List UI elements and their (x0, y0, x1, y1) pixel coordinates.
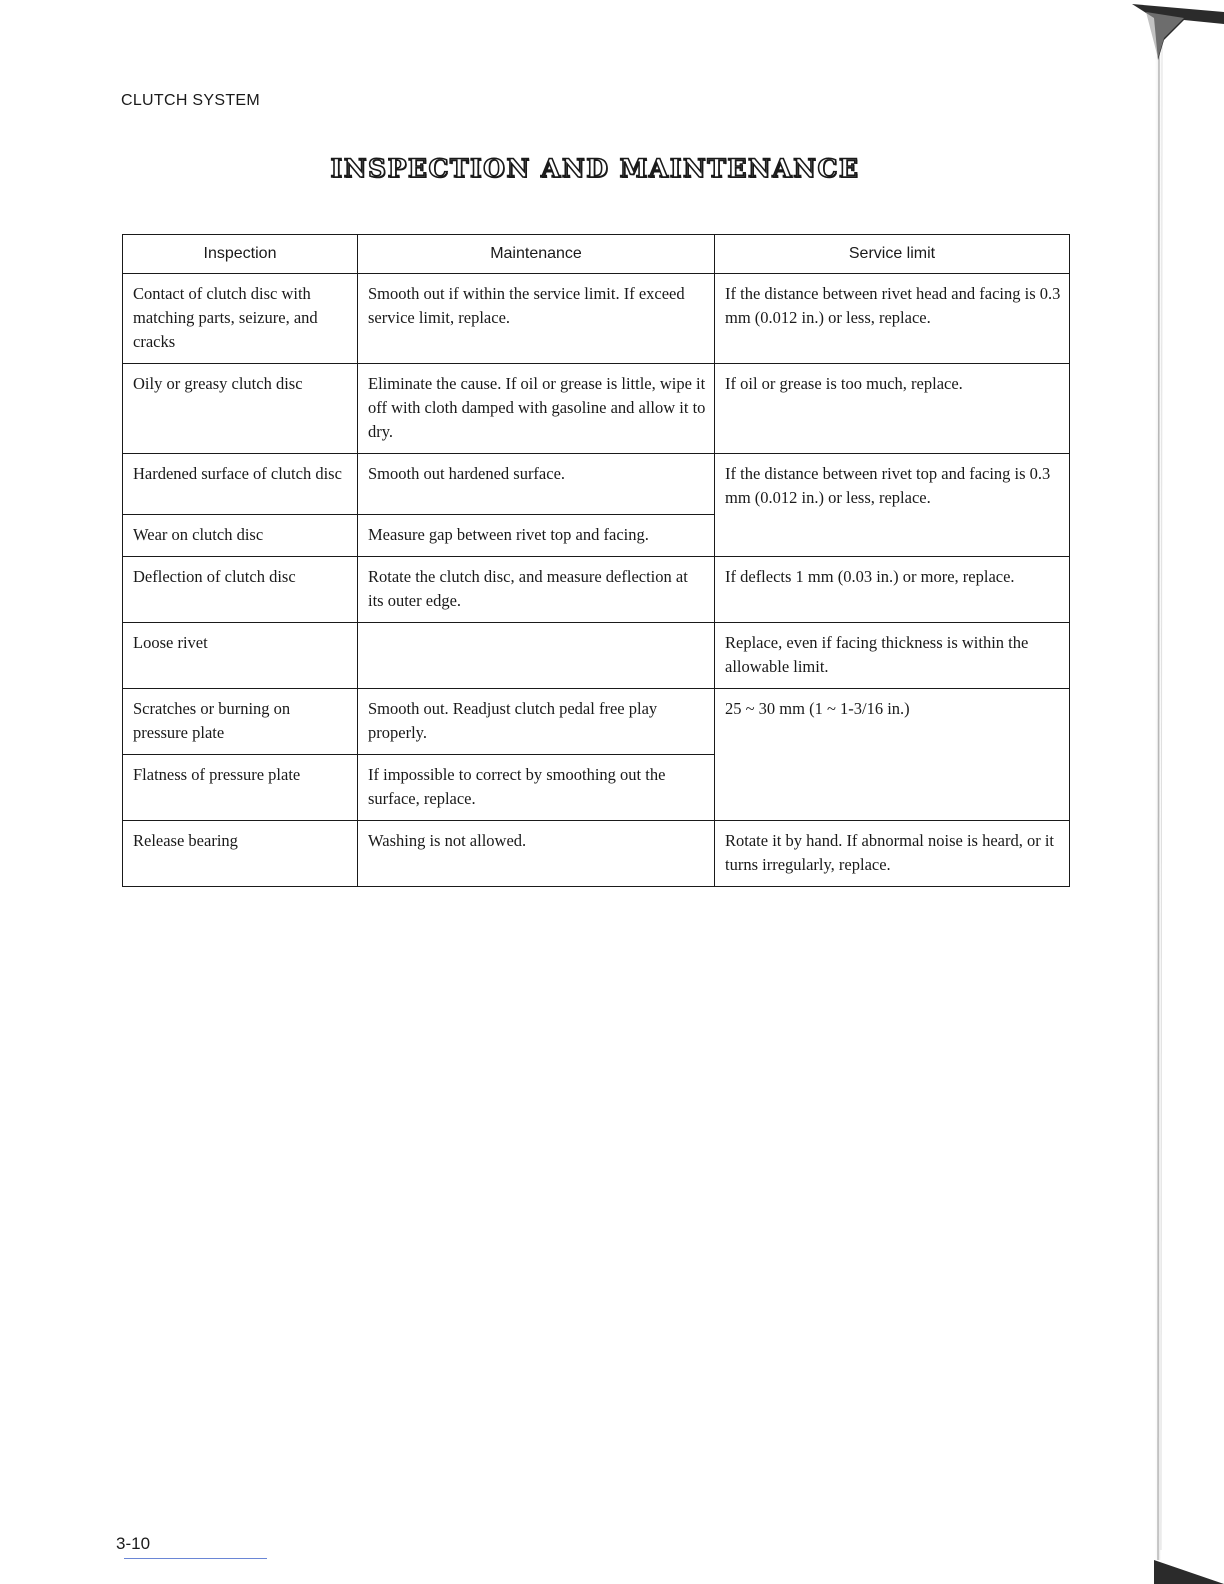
table-row (123, 454, 1070, 515)
inspection-cell: Wear on clutch disc (123, 515, 358, 557)
maintenance-cell: Smooth out if within the service limit. If exceed service limit, replace. (358, 274, 715, 364)
inspection-cell: Flatness of pressure plate (123, 755, 358, 821)
maintenance-cell: Measure gap between rivet top and facing. (358, 515, 715, 557)
service-limit-cell: Replace, even if facing thickness is within the allowable limit. (715, 623, 1070, 689)
table-row (123, 689, 1070, 755)
service-limit-cell: If the distance between rivet top and facing is 0.3 mm (0.012 in.) or less, replace. (715, 454, 1070, 557)
service-limit-cell: 25 ~ 30 mm (1 ~ 1-3/16 in.) (715, 689, 1070, 821)
inspection-cell: Scratches or burning on pressure plate (123, 689, 358, 755)
inspection-cell: Contact of clutch disc with matching parts, seizure, and cracks (123, 274, 358, 364)
footer-rule (124, 1558, 267, 1559)
inspection-cell: Deflection of clutch disc (123, 557, 358, 623)
page-title: INSPECTION AND MAINTENANCE (330, 154, 860, 183)
table-row (123, 364, 1070, 454)
column-header-maintenance: Maintenance (358, 235, 715, 274)
inspection-cell: Hardened surface of clutch disc (123, 454, 358, 515)
maintenance-cell: Smooth out hardened surface. (358, 454, 715, 515)
maintenance-cell: Washing is not allowed. (358, 821, 715, 887)
service-limit-cell: If the distance between rivet head and facing is 0.3 mm (0.012 in.) or less, replace. (715, 274, 1070, 364)
table-row (123, 623, 1070, 689)
page-number: 3-10 (116, 1534, 151, 1553)
table-row (123, 557, 1070, 623)
inspection-cell: Loose rivet (123, 623, 358, 689)
binding-edge (1124, 0, 1224, 1584)
service-limit-cell: If oil or grease is too much, replace. (715, 364, 1070, 454)
inspection-cell: Oily or greasy clutch disc (123, 364, 358, 454)
inspection-cell: Release bearing (123, 821, 358, 887)
maintenance-cell: Eliminate the cause. If oil or grease is little, wipe it off with cloth damped with gasoline and allow it to dry. (358, 364, 715, 454)
column-header-service-limit: Service limit (715, 235, 1070, 274)
inspection-table (122, 234, 1070, 887)
table-row (123, 274, 1070, 364)
table-row (123, 821, 1070, 887)
maintenance-cell (358, 623, 715, 689)
maintenance-cell: If impossible to correct by smoothing out the surface, replace. (358, 755, 715, 821)
maintenance-cell: Smooth out. Readjust clutch pedal free play properly. (358, 689, 715, 755)
section-header: CLUTCH SYSTEM (121, 92, 261, 109)
service-limit-cell: If deflects 1 mm (0.03 in.) or more, replace. (715, 557, 1070, 623)
table-header-row (123, 235, 1070, 274)
column-header-inspection: Inspection (123, 235, 358, 274)
maintenance-cell: Rotate the clutch disc, and measure deflection at its outer edge. (358, 557, 715, 623)
service-limit-cell: Rotate it by hand. If abnormal noise is heard, or it turns irregularly, replace. (715, 821, 1070, 887)
